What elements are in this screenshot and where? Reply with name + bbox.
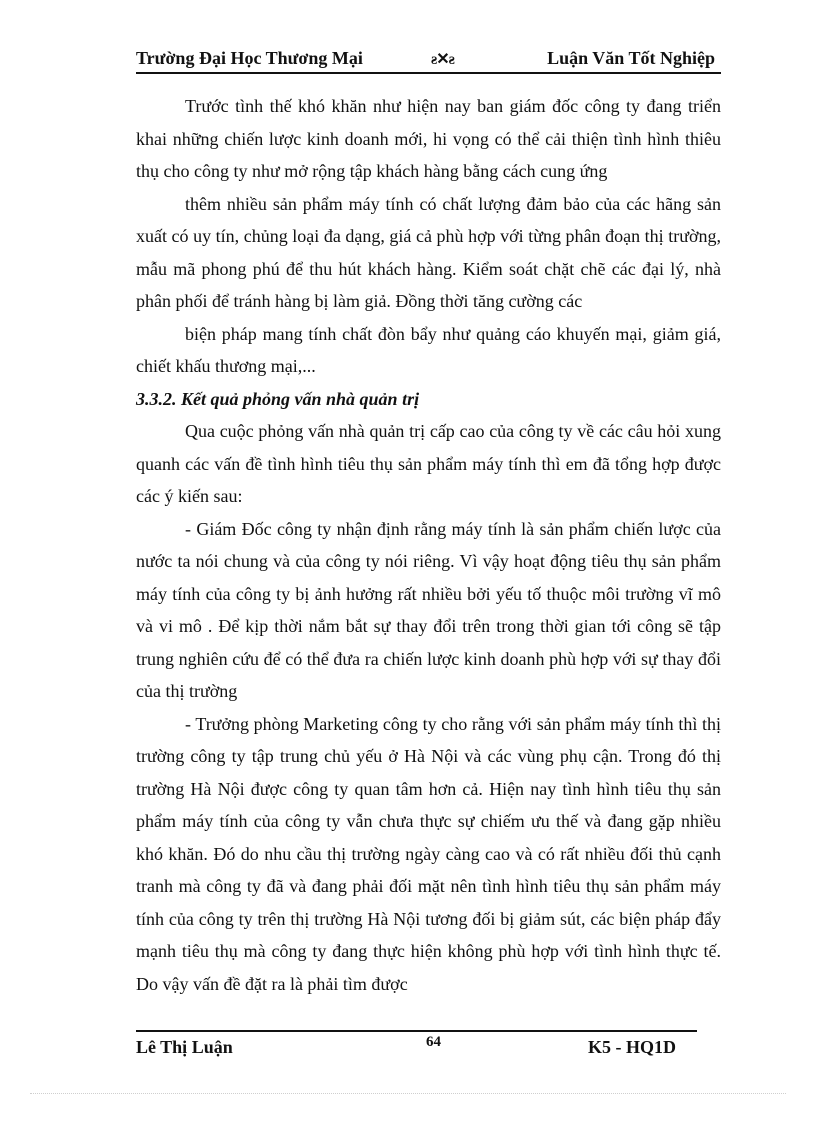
footer-rule xyxy=(136,1030,697,1032)
paragraph-3: biện pháp mang tính chất đòn bẩy như quảng cáo khuyến mại, giảm giá, chiết khấu thương mại,... xyxy=(136,323,721,376)
body-text xyxy=(136,90,721,1000)
page-number: 64 xyxy=(426,1034,441,1050)
footer-author: Lê Thị Luận xyxy=(136,1037,233,1057)
paragraph-5: - Giám Đốc công ty nhận định rằng máy tính là sản phẩm chiến lược của nước ta nói chung và của công ty nói riêng. Vì vậy hoạt động tiêu thụ sản phẩm máy tính của công ty bị ảnh hưởng rất nhiều bởi yếu tố thuộc môi trường vĩ mô và vi mô . Để kịp thời nắm bắt sự thay đổi trên trong thời gian tới công sẽ tập trung nghiên cứu để có thể đưa ra chiến lược kinh doanh phù hợp với sự thay đổi của thị trường xyxy=(136,518,721,701)
paragraph-6: - Trưởng phòng Marketing công ty cho rằng với sản phẩm máy tính thì thị trường công ty tập trung chủ yếu ở Hà Nội và các vùng phụ cận. Trong đó thị trường Hà Nội được công ty quan tâm hơn cả. Hiện nay tình hình tiêu thụ sản phẩm máy tính của công ty vẫn chưa thực sự chiếm ưu thế và đang gặp nhiều khó khăn. Đó do nhu cầu thị trường ngày càng cao và có rất nhiều đối thủ cạnh tranh mà công ty đã và đang phải đối mặt nên tình hình tiêu thụ sản phẩm máy tính của công ty trên thị trường Hà Nội tương đối bị giảm sút, các biện pháp đẩy mạnh tiêu thụ mà công ty đang thực hiện không phù hợp với tình hình thực tế. Do vậy vấn đề đặt ra là phải tìm được xyxy=(136,713,721,994)
paragraph-1: Trước tình thế khó khăn như hiện nay ban giám đốc công ty đang triển khai những chiến lược kinh doanh mới, hi vọng có thể cải thiện tình hình thiêu thụ cho công ty như mở rộng tập khách hàng bằng cách cung ứng xyxy=(136,96,721,181)
header-ornament: ƨ✕ƨ xyxy=(431,51,454,68)
footer-class-code: K5 - HQ1D xyxy=(588,1037,676,1057)
paragraph-4: Qua cuộc phỏng vấn nhà quản trị cấp cao của công ty về các câu hỏi xung quanh các vấn đề tình hình tiêu thụ sản phẩm máy tính thì em đã tổng hợp được các ý kiến sau: xyxy=(136,421,721,506)
page-bottom-dotted-line xyxy=(30,1093,786,1094)
header-university: Trường Đại Học Thương Mại xyxy=(136,48,363,68)
section-heading: 3.3.2. Kết quả phỏng vấn nhà quản trị xyxy=(136,388,420,409)
header-thesis-title: Luận Văn Tốt Nghiệp xyxy=(547,48,715,68)
page-header xyxy=(136,48,721,74)
paragraph-2: thêm nhiều sản phẩm máy tính có chất lượng đảm bảo của các hãng sản xuất có uy tín, chủng loại đa dạng, giá cả phù hợp với từng phân đoạn thị trường, mẫu mã phong phú để thu hút khách hàng. Kiểm soát chặt chẽ các đại lý, nhà phân phối để tránh hàng bị làm giả. Đồng thời tăng cường các xyxy=(136,193,721,311)
